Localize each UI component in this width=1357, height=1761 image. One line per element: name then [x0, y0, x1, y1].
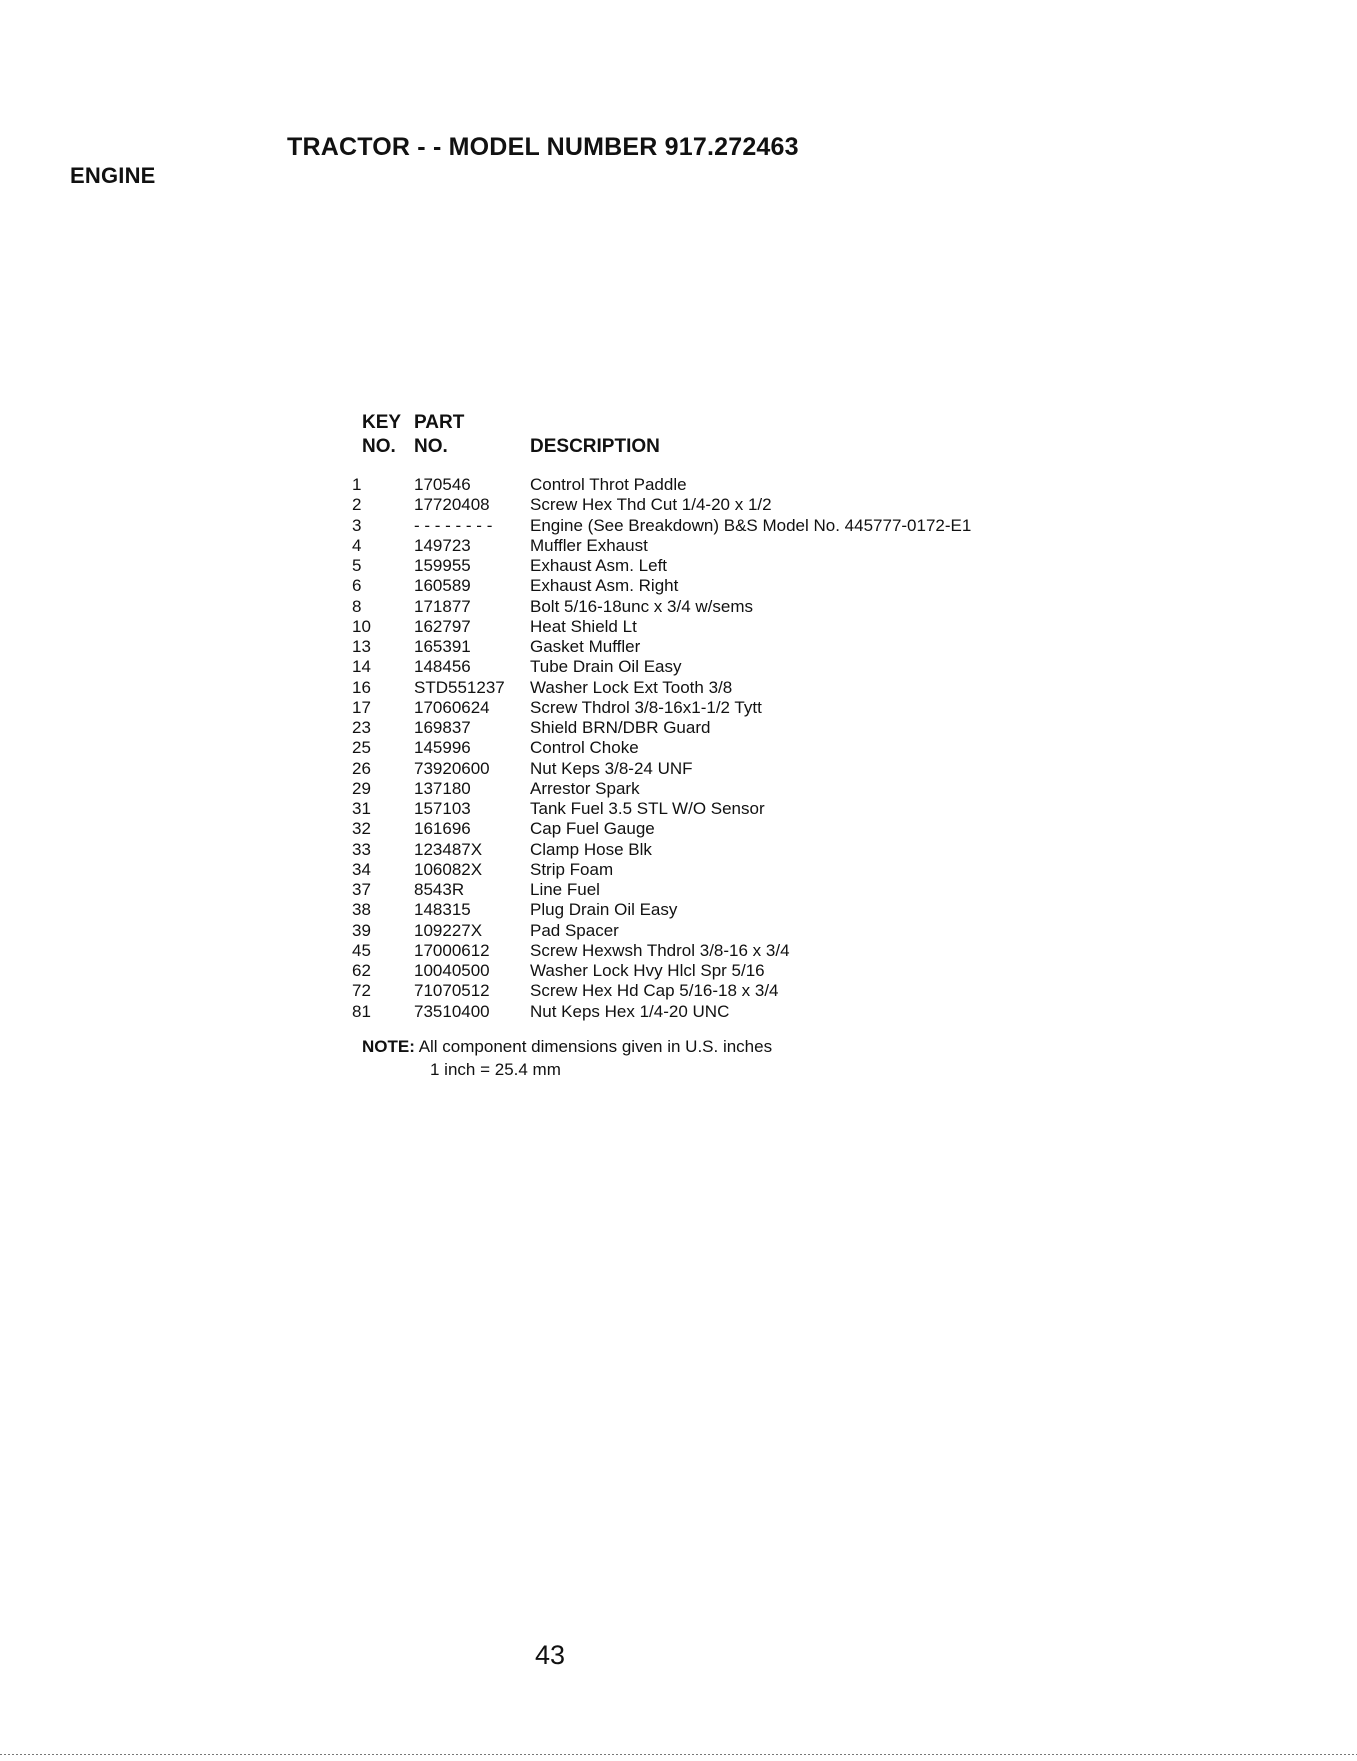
key-number: 26 — [352, 758, 371, 778]
parts-row — [352, 556, 1272, 576]
part-description: Bolt 5/16-18unc x 3/4 w/sems — [530, 596, 754, 616]
parts-row — [352, 1002, 1272, 1022]
part-number: 106082X — [414, 859, 483, 879]
note — [362, 1035, 772, 1081]
key-number: 14 — [352, 657, 371, 677]
parts-table-header — [362, 412, 1082, 460]
key-number: 72 — [352, 981, 371, 1001]
part-description: Arrestor Spark — [530, 778, 640, 798]
note-line1: All component dimensions given in U.S. inches — [418, 1037, 773, 1056]
page-number: 43 — [535, 1640, 566, 1670]
part-description: Screw Hexwsh Thdrol 3/8-16 x 3/4 — [530, 940, 790, 960]
part-number: 149723 — [414, 535, 471, 555]
page-title: TRACTOR - - MODEL NUMBER 917.272463 — [287, 133, 799, 161]
part-description: Strip Foam — [530, 859, 614, 879]
parts-row — [352, 516, 1272, 536]
part-description: Exhaust Asm. Left — [530, 556, 668, 575]
part-description: Pad Spacer — [530, 920, 619, 940]
part-description: Control Throt Paddle — [530, 475, 687, 494]
part-number: 17060624 — [414, 697, 490, 717]
part-number: 17000612 — [414, 940, 490, 960]
part-number: 8543R — [414, 880, 465, 899]
parts-row — [352, 840, 1272, 860]
key-number: 5 — [352, 556, 362, 575]
part-number: 157103 — [414, 799, 471, 818]
parts-row — [352, 941, 1272, 961]
key-number: 2 — [352, 495, 362, 515]
key-number: 8 — [352, 596, 362, 616]
part-number: 162797 — [414, 616, 471, 636]
part-description: Plug Drain Oil Easy — [530, 900, 678, 920]
part-number: 123487X — [414, 839, 483, 859]
description-header: DESCRIPTION — [530, 436, 660, 457]
part-description: Screw Hex Hd Cap 5/16-18 x 3/4 — [530, 981, 779, 1001]
key-number: 16 — [352, 677, 371, 697]
note-label: NOTE: — [362, 1037, 415, 1056]
parts-row — [352, 678, 1272, 698]
part-description: Muffler Exhaust — [530, 535, 648, 555]
parts-row — [352, 495, 1272, 515]
part-number: 159955 — [414, 556, 471, 575]
key-number: 38 — [352, 900, 371, 920]
part-number: 10040500 — [414, 961, 490, 980]
parts-row — [352, 617, 1272, 637]
part-description: Clamp Hose Blk — [530, 839, 652, 859]
parts-list — [352, 475, 1272, 1022]
key-number: 3 — [352, 515, 362, 535]
key-number: 31 — [352, 799, 371, 818]
parts-row — [352, 718, 1272, 738]
parts-row — [352, 860, 1272, 880]
part-number: 165391 — [414, 637, 471, 656]
part-number: - - - - - - - - — [414, 515, 493, 535]
key-header-line1: KEY — [362, 412, 402, 433]
part-description: Washer Lock Hvy Hlcl Spr 5/16 — [530, 961, 765, 980]
key-number: 13 — [352, 637, 371, 656]
part-number: 137180 — [414, 778, 471, 798]
part-description: Nut Keps Hex 1/4-20 UNC — [530, 1001, 730, 1021]
key-number: 23 — [352, 718, 371, 737]
parts-row — [352, 961, 1272, 981]
part-description: Cap Fuel Gauge — [530, 819, 655, 839]
part-number: 148456 — [414, 657, 471, 677]
part-number: 170546 — [414, 475, 471, 494]
part-header-line1: PART — [414, 412, 465, 433]
part-number: 161696 — [414, 819, 471, 839]
part-number: 71070512 — [414, 981, 490, 1001]
parts-row — [352, 475, 1272, 495]
part-number: 109227X — [414, 920, 483, 940]
parts-row — [352, 981, 1272, 1001]
parts-row — [352, 536, 1272, 556]
part-description: Tube Drain Oil Easy — [530, 657, 682, 677]
parts-row — [352, 637, 1272, 657]
parts-row — [352, 921, 1272, 941]
key-number: 39 — [352, 920, 371, 940]
part-description: Screw Hex Thd Cut 1/4-20 x 1/2 — [530, 495, 772, 515]
parts-row — [352, 880, 1272, 900]
parts-row — [352, 759, 1272, 779]
part-number: STD551237 — [414, 677, 505, 697]
key-number: 4 — [352, 535, 362, 555]
part-number: 160589 — [414, 576, 471, 596]
part-header-line2: NO. — [414, 436, 448, 457]
key-number: 62 — [352, 961, 371, 980]
parts-row — [352, 779, 1272, 799]
part-number: 73920600 — [414, 758, 490, 778]
key-number: 81 — [352, 1001, 371, 1021]
key-number: 45 — [352, 940, 371, 960]
key-number: 29 — [352, 778, 371, 798]
part-description: Tank Fuel 3.5 STL W/O Sensor — [530, 799, 765, 818]
key-number: 10 — [352, 616, 371, 636]
parts-row — [352, 819, 1272, 839]
parts-row — [352, 900, 1272, 920]
part-number: 171877 — [414, 596, 471, 616]
parts-row — [352, 799, 1272, 819]
part-number: 73510400 — [414, 1001, 490, 1021]
key-number: 37 — [352, 880, 371, 899]
key-header-line2: NO. — [362, 436, 396, 457]
parts-row — [352, 657, 1272, 677]
key-number: 6 — [352, 576, 362, 596]
part-number: 148315 — [414, 900, 471, 920]
bottom-rule — [0, 1754, 1357, 1755]
part-description: Nut Keps 3/8-24 UNF — [530, 758, 693, 778]
parts-row — [352, 576, 1272, 596]
part-number: 169837 — [414, 718, 471, 737]
note-line2: 1 inch = 25.4 mm — [430, 1060, 561, 1079]
part-description: Exhaust Asm. Right — [530, 576, 679, 596]
parts-row — [352, 738, 1272, 758]
section-label: ENGINE — [70, 163, 156, 188]
key-number: 33 — [352, 839, 371, 859]
part-description: Engine (See Breakdown) B&S Model No. 445777-0172-E1 — [530, 515, 972, 535]
part-description: Line Fuel — [530, 880, 600, 899]
key-number: 1 — [352, 475, 362, 494]
part-description: Heat Shield Lt — [530, 616, 637, 636]
part-number: 17720408 — [414, 495, 490, 515]
part-description: Screw Thdrol 3/8-16x1-1/2 Tytt — [530, 697, 762, 717]
part-description: Shield BRN/DBR Guard — [530, 718, 711, 737]
part-description: Washer Lock Ext Tooth 3/8 — [530, 677, 733, 697]
key-number: 34 — [352, 859, 371, 879]
part-description: Control Choke — [530, 738, 639, 758]
key-number: 17 — [352, 697, 371, 717]
parts-row — [352, 698, 1272, 718]
part-description: Gasket Muffler — [530, 637, 641, 656]
parts-row — [352, 597, 1272, 617]
key-number: 25 — [352, 738, 371, 758]
key-number: 32 — [352, 819, 371, 839]
part-number: 145996 — [414, 738, 471, 758]
